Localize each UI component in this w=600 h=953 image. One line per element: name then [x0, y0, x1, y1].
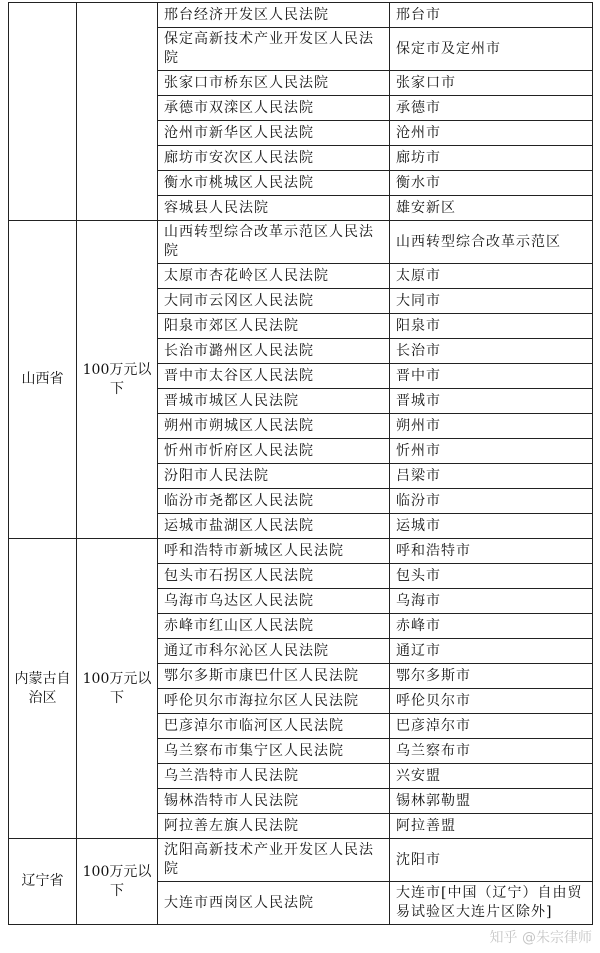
area-cell: 衡水市: [390, 171, 593, 196]
table-row: [9, 839, 593, 882]
area-cell: 呼和浩特市: [390, 539, 593, 564]
court-cell: 汾阳市人民法院: [158, 464, 390, 489]
amount-cell-hebei: [77, 3, 158, 221]
court-cell: 乌兰浩特市人民法院: [158, 764, 390, 789]
table-row: [9, 221, 593, 264]
court-cell: 衡水市桃城区人民法院: [158, 171, 390, 196]
area-cell: 邢台市: [390, 3, 593, 28]
court-cell: 晋城市城区人民法院: [158, 389, 390, 414]
area-cell: 长治市: [390, 339, 593, 364]
area-cell: 忻州市: [390, 439, 593, 464]
area-cell: 晋中市: [390, 364, 593, 389]
court-cell: 锡林浩特市人民法院: [158, 789, 390, 814]
area-cell: 沧州市: [390, 121, 593, 146]
area-cell: 保定市及定州市: [390, 28, 593, 71]
court-cell: 邢台经济开发区人民法院: [158, 3, 390, 28]
court-cell: 呼和浩特市新城区人民法院: [158, 539, 390, 564]
area-cell: 大连市[中国（辽宁）自由贸易试验区大连片区除外]: [390, 882, 593, 925]
area-cell: 兴安盟: [390, 764, 593, 789]
court-cell: 乌兰察布市集宁区人民法院: [158, 739, 390, 764]
court-cell: 包头市石拐区人民法院: [158, 564, 390, 589]
province-cell-neimenggu: 内蒙古自治区: [9, 539, 77, 839]
court-cell: 鄂尔多斯市康巴什区人民法院: [158, 664, 390, 689]
court-cell: 巴彦淖尔市临河区人民法院: [158, 714, 390, 739]
area-cell: 大同市: [390, 289, 593, 314]
area-cell: 乌海市: [390, 589, 593, 614]
area-cell: 阿拉善盟: [390, 814, 593, 839]
court-cell: 朔州市朔城区人民法院: [158, 414, 390, 439]
area-cell: 运城市: [390, 514, 593, 539]
area-cell: 雄安新区: [390, 196, 593, 221]
province-cell-shanxi: 山西省: [9, 221, 77, 539]
court-cell: 乌海市乌达区人民法院: [158, 589, 390, 614]
court-cell: 保定高新技术产业开发区人民法院: [158, 28, 390, 71]
court-cell: 沈阳高新技术产业开发区人民法院: [158, 839, 390, 882]
area-cell: 通辽市: [390, 639, 593, 664]
court-cell: 临汾市尧都区人民法院: [158, 489, 390, 514]
court-cell: 大同市云冈区人民法院: [158, 289, 390, 314]
court-cell: 廊坊市安次区人民法院: [158, 146, 390, 171]
area-cell: 朔州市: [390, 414, 593, 439]
court-jurisdiction-table: [8, 2, 593, 925]
amount-cell-shanxi: 100万元以下: [77, 221, 158, 539]
area-cell: 吕梁市: [390, 464, 593, 489]
court-cell: 沧州市新华区人民法院: [158, 121, 390, 146]
court-cell: 通辽市科尔沁区人民法院: [158, 639, 390, 664]
amount-cell-liaoning: 100万元以下: [77, 839, 158, 925]
court-cell: 呼伦贝尔市海拉尔区人民法院: [158, 689, 390, 714]
province-cell-liaoning: 辽宁省: [9, 839, 77, 925]
area-cell: 乌兰察布市: [390, 739, 593, 764]
area-cell: 赤峰市: [390, 614, 593, 639]
amount-cell-neimenggu: 100万元以下: [77, 539, 158, 839]
area-cell: 廊坊市: [390, 146, 593, 171]
area-cell: 晋城市: [390, 389, 593, 414]
province-cell-hebei: [9, 3, 77, 221]
court-cell: 承德市双滦区人民法院: [158, 96, 390, 121]
area-cell: 呼伦贝尔市: [390, 689, 593, 714]
court-cell: 忻州市忻府区人民法院: [158, 439, 390, 464]
court-cell: 山西转型综合改革示范区人民法院: [158, 221, 390, 264]
area-cell: 沈阳市: [390, 839, 593, 882]
court-cell: 晋中市太谷区人民法院: [158, 364, 390, 389]
court-cell: 长治市潞州区人民法院: [158, 339, 390, 364]
table-row: [9, 539, 593, 564]
area-cell: 锡林郭勒盟: [390, 789, 593, 814]
area-cell: 鄂尔多斯市: [390, 664, 593, 689]
watermark: 知乎 @朱宗律师: [489, 930, 592, 946]
court-cell: 张家口市桥东区人民法院: [158, 71, 390, 96]
court-cell: 容城县人民法院: [158, 196, 390, 221]
area-cell: 山西转型综合改革示范区: [390, 221, 593, 264]
court-cell: 运城市盐湖区人民法院: [158, 514, 390, 539]
area-cell: 巴彦淖尔市: [390, 714, 593, 739]
court-cell: 阳泉市郊区人民法院: [158, 314, 390, 339]
court-cell: 大连市西岗区人民法院: [158, 882, 390, 925]
court-cell: 太原市杏花岭区人民法院: [158, 264, 390, 289]
area-cell: 承德市: [390, 96, 593, 121]
court-cell: 阿拉善左旗人民法院: [158, 814, 390, 839]
table-row: [9, 3, 593, 28]
area-cell: 包头市: [390, 564, 593, 589]
area-cell: 张家口市: [390, 71, 593, 96]
area-cell: 阳泉市: [390, 314, 593, 339]
area-cell: 临汾市: [390, 489, 593, 514]
area-cell: 太原市: [390, 264, 593, 289]
court-cell: 赤峰市红山区人民法院: [158, 614, 390, 639]
